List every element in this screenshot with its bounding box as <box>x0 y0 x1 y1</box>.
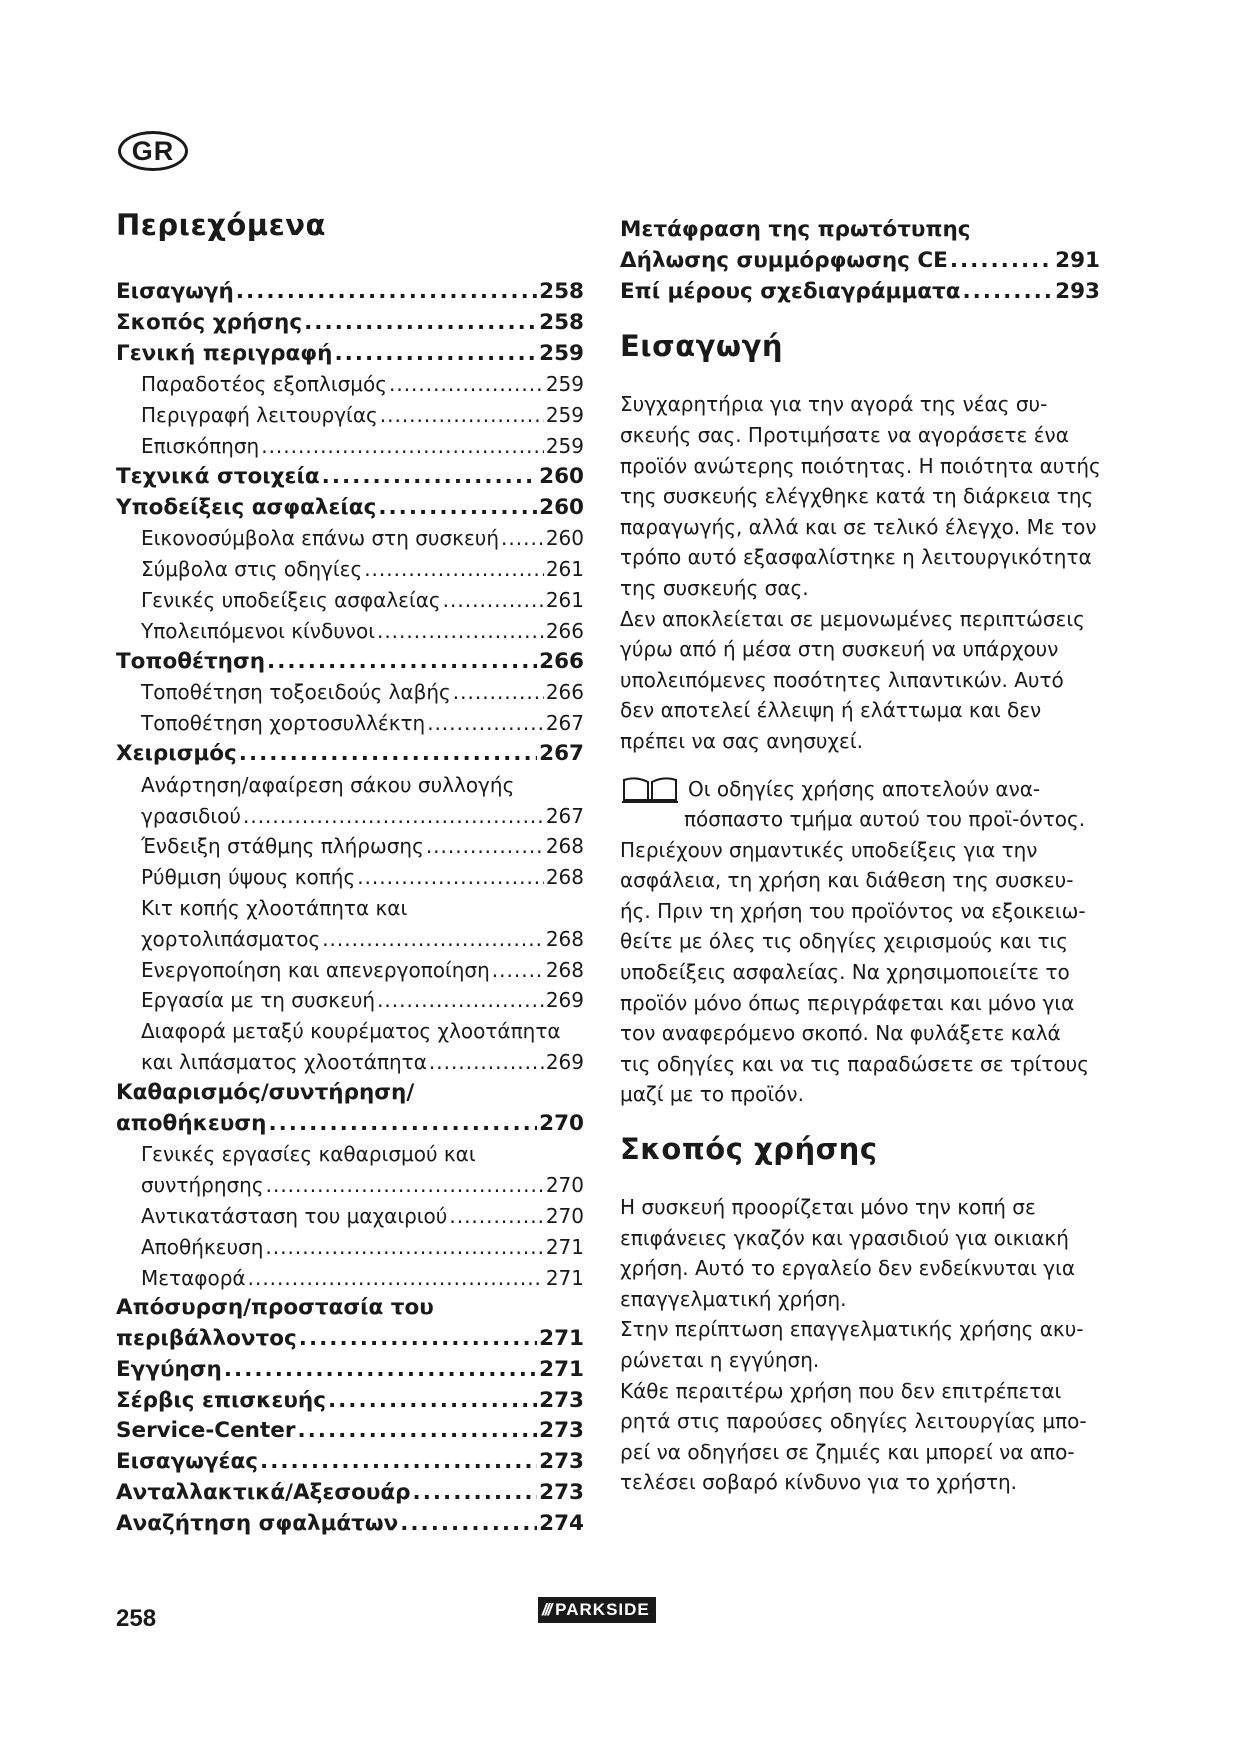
toc-entry-page: 293 <box>1055 278 1100 304</box>
toc-entry[interactable] <box>116 924 584 955</box>
purpose-line: Κάθε περαιτέρω χρήση που δεν επιτρέπεται <box>620 1378 1062 1403</box>
toc-entry[interactable] <box>116 1416 584 1447</box>
intro-line: Δεν αποκλείεται σε μεμονωμένες περιπτώσεις <box>620 606 1085 631</box>
toc-entry-title: Περιγραφή λειτουργίας <box>141 403 378 428</box>
intro-line: της συσκευής σας. <box>620 575 809 600</box>
toc-leader-dots <box>334 339 537 370</box>
toc-entry-title: Υποδείξεις ασφαλείας <box>116 494 377 520</box>
toc-entry[interactable] <box>116 1201 584 1232</box>
toc-leader-dots <box>389 369 544 400</box>
toc-entry[interactable] <box>116 1109 584 1140</box>
toc-leader-dots <box>501 523 544 554</box>
toc-entry-page: 270 <box>545 1173 584 1198</box>
toc-entry[interactable] <box>116 862 584 893</box>
intro-line: δεν αποτελεί έλλειψη ή ελάττωμα και δεν <box>620 698 1042 723</box>
toc-entry-title: αποθήκευση <box>116 1110 267 1136</box>
toc-leader-dots <box>328 1386 537 1417</box>
toc-leader-dots <box>378 493 537 524</box>
intro-line: μαζί με το προϊόν. <box>620 1082 804 1107</box>
toc-entry-title: γρασιδιού <box>141 803 241 828</box>
toc-entry[interactable] <box>116 1386 584 1417</box>
purpose-line: επιφάνειες γκαζόν και γρασιδιού για οικιακή <box>620 1225 1069 1250</box>
toc-entry-title: Ένδειξη στάθμης πλήρωσης <box>141 834 424 859</box>
toc-leader-dots <box>449 1201 543 1232</box>
intro-paragraph-2-first <box>620 774 1100 805</box>
intro-paragraph-2-first-text: Οι οδηγίες χρήσης αποτελούν ανα- <box>688 776 1041 801</box>
toc-entry-page: 268 <box>545 957 584 982</box>
toc-entry-page: 270 <box>539 1110 584 1136</box>
toc-entry-page: 273 <box>539 1418 584 1444</box>
purpose-line: ρώνεται η εγγύηση. <box>620 1348 820 1373</box>
toc-entry-title: περιβάλλοντος <box>116 1326 297 1352</box>
intro-line: υπολειπόμενες ποσότητες λιπαντικών. Αυτό <box>620 667 1064 692</box>
toc-entry-title: Σέρβις επισκευής <box>116 1387 326 1413</box>
toc-leader-dots <box>357 862 544 893</box>
purpose-line: ρεί να οδηγήσει σε ζημιές και μπορεί να απο- <box>620 1439 1075 1464</box>
toc-list <box>116 277 584 1540</box>
purpose-line: Η συσκευή προορίζεται μόνο την κοπή σε <box>620 1195 1036 1220</box>
purpose-line: Στην περίπτωση επαγγελματικής χρήσης ακυ- <box>620 1317 1084 1342</box>
toc-entry-page: 266 <box>545 618 584 643</box>
toc-entry[interactable] <box>116 1447 584 1478</box>
toc-entry[interactable] <box>116 554 584 585</box>
toc-entry-page: 259 <box>545 372 584 397</box>
toc-leader-dots <box>426 831 544 862</box>
toc-title: Περιεχόμενα <box>116 208 326 242</box>
toc-entry[interactable] <box>116 1170 584 1201</box>
toc-leader-dots <box>950 246 1053 277</box>
toc-entry[interactable] <box>116 831 584 862</box>
toc-entry-title: Παραδοτέος εξοπλισμός <box>141 372 387 397</box>
toc-leader-dots <box>322 462 537 493</box>
language-badge: GR <box>118 131 188 171</box>
toc-entry[interactable] <box>620 277 1100 308</box>
intro-line: ής. Πριν τη χρήση του προϊόντος να εξοικειω- <box>620 898 1086 923</box>
toc-entry[interactable] <box>116 431 584 462</box>
right-column <box>620 215 1100 1498</box>
toc-entry-page: 260 <box>545 526 584 551</box>
toc-entry-page: 269 <box>545 1049 584 1074</box>
toc-entry[interactable] <box>116 985 584 1016</box>
toc-entry-title: Εγγύηση <box>116 1356 222 1382</box>
toc-entry-title: Ενεργοποίηση και απενεργοποίηση <box>141 957 490 982</box>
intro-line: παραγωγής, αλλά και σε τελικό έλεγχο. Με τον <box>620 514 1097 539</box>
toc-leader-dots <box>377 616 544 647</box>
toc-entry-page: 267 <box>545 803 584 828</box>
toc-entry-page: 259 <box>545 403 584 428</box>
toc-entry-page: 267 <box>545 711 584 736</box>
brand-name: PARKSIDE <box>555 1600 650 1619</box>
toc-entry-title: συντήρησης <box>141 1173 264 1198</box>
toc-entry-title: Τοποθέτηση <box>116 648 266 674</box>
toc-leader-dots <box>266 1170 544 1201</box>
toc-entry-page: 274 <box>539 1510 584 1536</box>
intro-line: Περιέχουν σημαντικές υποδείξεις για την <box>620 837 1038 862</box>
intro-line: υποδείξεις ασφαλείας. Να χρησιμοποιείτε το <box>620 960 1070 985</box>
toc-leader-dots <box>962 277 1053 308</box>
intro-line: θείτε με όλες τις οδηγίες χειρισμούς και τις <box>620 929 1068 954</box>
toc-leader-dots <box>265 1232 543 1263</box>
toc-entry-title: Τοποθέτηση χορτοσυλλέκτη <box>141 711 426 736</box>
toc-leader-dots <box>299 1324 537 1355</box>
toc-entry-title: και λιπάσματος χλοοτάπητα <box>141 1049 427 1074</box>
brand-logo <box>538 1597 656 1623</box>
intro-line: της συσκευής ελέγχθηκε κατά τη διάρκεια της <box>620 484 1094 509</box>
purpose-line: τελέσει σοβαρό κίνδυνο για το χρήστη. <box>620 1470 1018 1495</box>
toc-entry[interactable] <box>116 523 584 554</box>
toc-leader-dots <box>322 924 544 955</box>
intro-paragraph-2-body <box>620 835 1100 1110</box>
toc-leader-dots <box>377 985 544 1016</box>
toc-entry-title: Service-Center <box>116 1418 296 1444</box>
toc-entry-line: Ανάρτηση/αφαίρεση σάκου συλλογής <box>141 772 515 797</box>
toc-entry-title: Τεχνικά στοιχεία <box>116 463 320 489</box>
intro-paragraph-1 <box>620 389 1100 756</box>
toc-entry-page: 271 <box>539 1326 584 1352</box>
toc-entry[interactable] <box>116 1263 584 1294</box>
purpose-heading: Σκοπός χρήσης <box>620 1132 878 1167</box>
intro-paragraph-2 <box>620 774 1100 1111</box>
toc-entry-title: Αντικατάσταση του μαχαιριού <box>141 1203 448 1228</box>
toc-entry[interactable] <box>116 955 584 986</box>
toc-entry-page: 260 <box>539 463 584 489</box>
toc-leader-dots <box>260 1447 537 1478</box>
toc-entry[interactable] <box>116 739 584 770</box>
toc-entry-line: Διαφορά μεταξύ κουρέματος χλοοτάπητα <box>141 1019 561 1044</box>
toc-leader-dots <box>492 955 544 986</box>
toc-entry-page: 268 <box>545 926 584 951</box>
toc-entry[interactable] <box>116 400 584 431</box>
toc-entry-title: Ανταλλακτικά/Αξεσουάρ <box>116 1480 411 1506</box>
purpose-line: χρήση. Αυτό το εργαλείο δεν ενδείκνυται για <box>620 1256 1076 1281</box>
toc-entry-line: Γενικές εργασίες καθαρισμού και <box>141 1142 476 1167</box>
intro-line: πρέπει να σας ανησυχεί. <box>620 728 863 753</box>
intro-heading: Εισαγωγή <box>620 329 783 364</box>
toc-entry-page: 271 <box>545 1265 584 1290</box>
intro-line: τον αναφερόμενο σκοπό. Να φυλάξετε καλά <box>620 1021 1061 1046</box>
toc-entry[interactable] <box>116 616 584 647</box>
toc-entry[interactable] <box>116 1324 584 1355</box>
toc-entry-page: 258 <box>539 309 584 335</box>
toc-entry-title: Γενικές υποδείξεις ασφαλείας <box>141 587 441 612</box>
toc-entry[interactable] <box>620 246 1100 277</box>
toc-entry-title: χορτολιπάσματος <box>141 926 321 951</box>
toc-leader-dots <box>304 308 537 339</box>
toc-entry-title: Χειρισμός <box>116 740 237 766</box>
toc-entry-title: Δήλωσης συμμόρφωσης CE <box>620 247 948 273</box>
toc-entry-page: 267 <box>539 740 584 766</box>
purpose-paragraph <box>620 1192 1100 1498</box>
toc-leader-dots <box>267 647 537 678</box>
toc-entry-title: Αποθήκευση <box>141 1234 264 1259</box>
toc-entry-page: 273 <box>539 1480 584 1506</box>
toc-entry-page: 258 <box>539 279 584 304</box>
toc-entry-page: 266 <box>539 648 584 674</box>
toc-leader-dots <box>413 1478 538 1509</box>
toc-entry-title: Τοποθέτηση τοξοειδούς λαβής <box>141 680 451 705</box>
toc-leader-dots <box>236 277 537 308</box>
toc-entry-line: Μετάφραση της πρωτότυπης <box>620 217 971 242</box>
toc-leader-dots <box>400 1509 537 1540</box>
toc-entry[interactable] <box>116 308 584 339</box>
toc-leader-dots <box>429 1047 544 1078</box>
toc-entry[interactable] <box>116 1047 584 1078</box>
toc-entry[interactable] <box>116 801 584 832</box>
purpose-line: ρητά στις παρούσες οδηγίες λειτουργίας μπο- <box>620 1409 1087 1434</box>
toc-entry-title: Σύμβολα στις οδηγίες <box>141 557 363 582</box>
toc-entry-title: Εργασία με τη συσκευή <box>141 988 376 1013</box>
toc-leader-dots <box>248 1263 544 1294</box>
toc-entry-title: Εικονοσύμβολα επάνω στη συσκευή <box>141 526 500 551</box>
intro-line: τις οδηγίες και να τις παραδώσετε σε τρίτους <box>620 1051 1089 1076</box>
toc-list-continued <box>620 215 1100 307</box>
toc-entry-title: Επί μέρους σχεδιαγράμματα <box>620 278 961 304</box>
toc-entry-title: Σκοπός χρήσης <box>116 309 303 335</box>
book-icon <box>620 774 680 804</box>
toc-leader-dots <box>243 801 544 832</box>
toc-entry-page: 266 <box>545 680 584 705</box>
intro-line: γύρω από ή μέσα στη συσκευή να υπάρχουν <box>620 637 1059 662</box>
toc-entry[interactable] <box>116 1355 584 1386</box>
toc-entry-page: 270 <box>545 1203 584 1228</box>
intro-line: Συγχαρητήρια για την αγορά της νέας συ- <box>620 392 1048 417</box>
toc-entry-page: 271 <box>539 1356 584 1382</box>
toc-entry[interactable] <box>116 462 584 493</box>
toc-entry-page: 261 <box>545 587 584 612</box>
toc-entry-page: 269 <box>545 988 584 1013</box>
toc-entry-page: 259 <box>539 340 584 366</box>
toc-entry[interactable] <box>116 277 584 308</box>
intro-line: τρόπο αυτό εξασφαλίστηκε η λειτουργικότητα <box>620 545 1092 570</box>
toc-entry-title: Μεταφορά <box>141 1265 246 1290</box>
toc-leader-dots <box>453 677 544 708</box>
intro-line: προϊόν μόνο όπως περιγράφεται και μόνο για <box>620 990 1075 1015</box>
brand-slashes: /// <box>542 1600 551 1619</box>
toc-entry-title: Επισκόπηση <box>141 433 260 458</box>
intro-paragraph-2-second: πόσπαστο τμήμα αυτού του προϊ-όντος. <box>684 807 1086 832</box>
toc-entry[interactable] <box>116 585 584 616</box>
toc-leader-dots <box>443 585 544 616</box>
intro-line: σκευής σας. Προτιμήσατε να αγοράσετε ένα <box>620 422 1069 447</box>
toc-entry-page: 260 <box>539 494 584 520</box>
toc-leader-dots <box>297 1416 537 1447</box>
toc-leader-dots <box>427 708 544 739</box>
toc-entry-page: 273 <box>539 1387 584 1413</box>
toc-entry-title: Ρύθμιση ύψους κοπής <box>141 865 356 890</box>
intro-line: ασφάλεια, τη χρήση και διάθεση της συσκευ- <box>620 868 1074 893</box>
toc-leader-dots <box>224 1355 537 1386</box>
toc-entry[interactable] <box>116 677 584 708</box>
toc-entry-title: Αναζήτηση σφαλμάτων <box>116 1510 399 1536</box>
toc-entry-title: Εισαγωγέας <box>116 1449 259 1475</box>
toc-entry-line: Κιτ κοπής χλοοτάπητα και <box>141 895 408 920</box>
toc-leader-dots <box>239 739 537 770</box>
toc-leader-dots <box>364 554 544 585</box>
toc-entry-page: 261 <box>545 557 584 582</box>
toc-column <box>116 208 584 1540</box>
toc-entry-page: 273 <box>539 1449 584 1475</box>
purpose-line: επαγγελματική χρήση. <box>620 1286 847 1311</box>
toc-entry-title: Υπολειπόμενοι κίνδυνοι <box>141 618 375 643</box>
toc-entry[interactable] <box>116 1478 584 1509</box>
toc-entry[interactable] <box>116 647 584 678</box>
toc-entry[interactable] <box>116 369 584 400</box>
toc-entry-title: Γενική περιγραφή <box>116 340 333 366</box>
toc-leader-dots <box>268 1109 537 1140</box>
toc-entry[interactable] <box>116 1232 584 1263</box>
toc-entry-page: 271 <box>545 1234 584 1259</box>
toc-leader-dots <box>261 431 544 462</box>
toc-entry[interactable] <box>116 1509 584 1540</box>
toc-entry-page: 268 <box>545 865 584 890</box>
page-number: 258 <box>116 1605 157 1632</box>
toc-entry[interactable] <box>116 708 584 739</box>
intro-line: προϊόν ανώτερης ποιότητας. Η ποιότητα αυτής <box>620 453 1101 478</box>
toc-entry-line: Απόσυρση/προστασία του <box>116 1295 434 1321</box>
toc-entry-page: 268 <box>545 834 584 859</box>
toc-entry-page: 291 <box>1055 247 1100 273</box>
toc-leader-dots <box>380 400 544 431</box>
toc-entry-line: Καθαρισμός/συντήρηση/ <box>116 1079 415 1105</box>
toc-entry-page: 259 <box>545 433 584 458</box>
toc-entry[interactable] <box>116 493 584 524</box>
toc-entry[interactable] <box>116 339 584 370</box>
toc-entry-title: Εισαγωγή <box>116 279 234 304</box>
